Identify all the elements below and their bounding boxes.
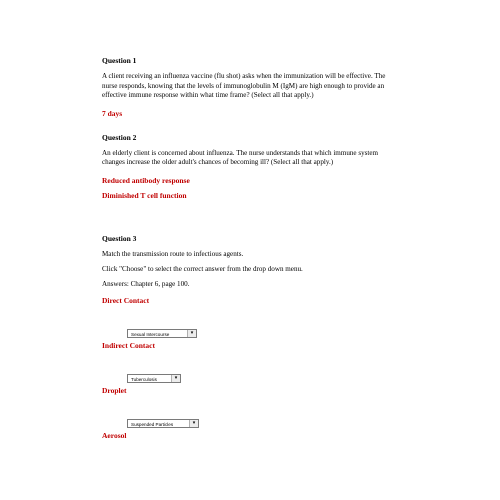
chevron-down-icon[interactable]: ▾ (189, 420, 198, 427)
question-2-title: Question 2 (102, 132, 137, 142)
match-select-wrap-1 (127, 323, 402, 337)
question-3 (102, 234, 402, 440)
question-3-line-1: Match the transmission route to infectious agents. (102, 249, 244, 258)
match-select-droplet[interactable] (127, 419, 199, 428)
match-label-indirect-contact: Indirect Contact (102, 340, 155, 350)
question-3-line-3: Answers: Chapter 6, page 100. (102, 279, 190, 288)
question-1 (102, 56, 402, 118)
question-1-title: Question 1 (102, 56, 137, 65)
match-label-aerosol: Aerosol (102, 430, 127, 440)
match-select-wrap-2 (127, 368, 402, 382)
quiz-page (102, 56, 402, 446)
question-2-answer-1: Reduced antibody response (102, 175, 190, 185)
question-3-title: Question 3 (102, 233, 137, 243)
match-select-wrap-3 (127, 413, 402, 427)
question-3-line-2: Click "Choose" to select the correct answer from the drop down menu. (102, 264, 303, 273)
question-2-text: An elderly client is concerned about influenza. The nurse understands that which immune system changes increase the older adult's chances of becoming ill? (Select all that apply.) (102, 148, 379, 166)
match-select-direct-contact[interactable] (127, 329, 197, 338)
match-select-indirect-contact[interactable] (127, 374, 181, 383)
question-1-answer-1: 7 days (102, 108, 123, 118)
match-select-value: Tuberculosis (131, 376, 157, 382)
chevron-down-icon[interactable]: ▾ (171, 375, 180, 382)
match-select-value: Suspended Particles (131, 421, 174, 427)
match-select-value: Sexual Intercourse (131, 331, 170, 337)
match-label-direct-contact: Direct Contact (102, 295, 150, 305)
question-1-text: A client receiving an influenza vaccine (flu shot) asks when the immunization will be effective. The nurse responds, knowing that the levels of immunoglobulin M (IgM) are high enough to provide an effective immune response within what time frame? (Select all that apply.) (102, 72, 386, 99)
match-label-droplet: Droplet (102, 385, 127, 395)
question-2 (102, 133, 402, 200)
chevron-down-icon[interactable]: ▾ (187, 330, 196, 337)
question-2-answer-2: Diminished T cell function (102, 190, 187, 200)
